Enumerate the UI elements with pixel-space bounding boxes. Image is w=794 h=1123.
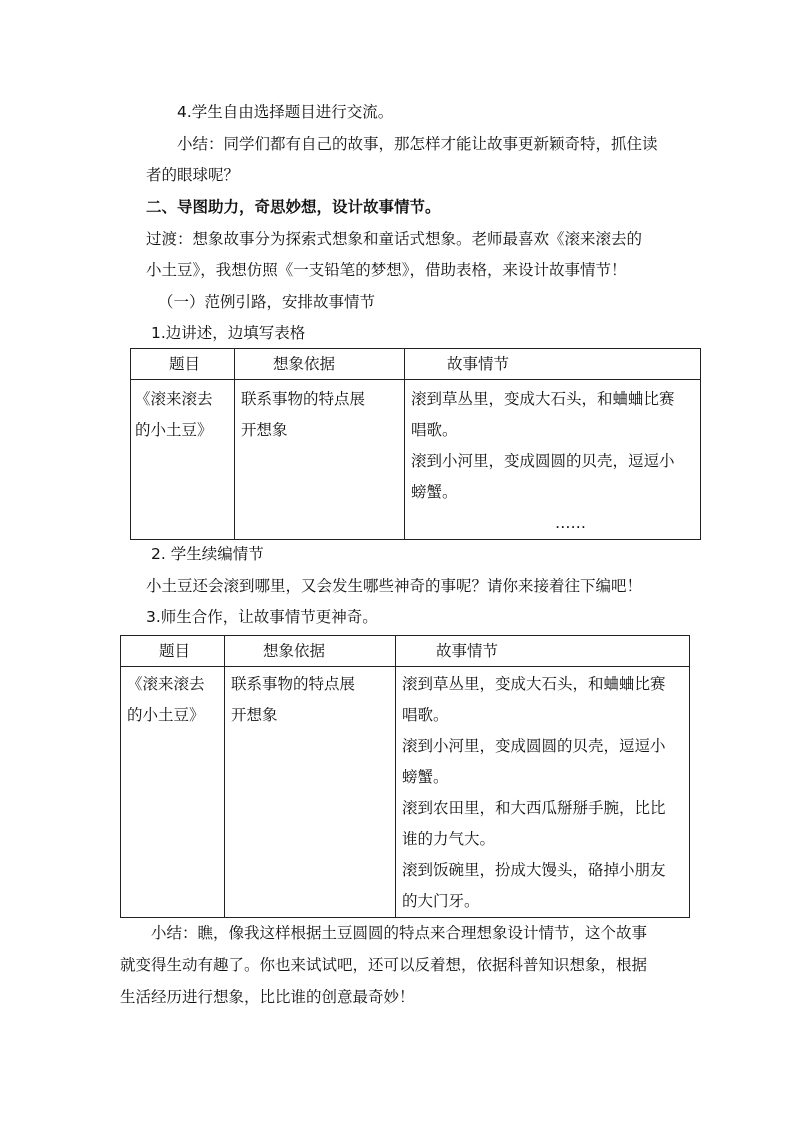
header-plot: 故事情节 <box>396 636 690 667</box>
plot-line: 滚到草丛里，变成大石头，和蛐蛐比赛 <box>411 390 675 408</box>
plot-line: 滚到饭碗里，扮成大馒头，硌掉小朋友 <box>402 861 666 879</box>
transition-paragraph-line-2: 小土豆》，我想仿照《一支铅笔的梦想》，借助表格，来设计故事情节！ <box>146 261 627 279</box>
table-row <box>131 380 701 540</box>
transition-paragraph-line-1: 过渡：想象故事分为探索式想象和童话式想象。老师最喜欢《滚来滚去的 <box>146 230 643 248</box>
summary-paragraph-line-1: 小结：同学们都有自己的故事，那怎样才能让故事更新颖奇特，抓住读 <box>177 135 658 153</box>
story-table-2 <box>120 635 690 918</box>
plot-line: 螃蟹。 <box>402 768 449 786</box>
table-row <box>121 667 690 918</box>
step-3-label: 3.师生合作，让故事情节更神奇。 <box>146 608 378 626</box>
title-line-1: 《滚来滚去 <box>127 675 205 693</box>
cell-plot <box>405 380 701 540</box>
cell-basis <box>235 380 405 540</box>
header-title: 题目 <box>131 349 235 380</box>
cell-title <box>121 667 225 918</box>
ellipsis: …… <box>555 514 586 532</box>
header-title: 题目 <box>121 636 225 667</box>
final-summary-line-2: 就变得生动有趣了。你也来试试吧，还可以反着想，依据科普知识想象，根据 <box>120 956 648 974</box>
plot-line: 唱歌。 <box>402 706 449 724</box>
plot-line: 滚到小河里，变成圆圆的贝壳，逗逗小 <box>411 452 675 470</box>
step-2-label: 2. 学生续编情节 <box>151 545 264 563</box>
plot-line: 的大门牙。 <box>402 892 480 910</box>
table-header-row <box>131 349 701 380</box>
cell-title <box>131 380 235 540</box>
plot-line: 谁的力气大。 <box>402 830 496 848</box>
final-summary-line-3: 生活经历进行想象，比比谁的创意最奇妙！ <box>120 988 415 1006</box>
final-summary-line-1: 小结：瞧，像我这样根据土豆圆圆的特点来合理想象设计情节，这个故事 <box>151 924 648 942</box>
cell-basis <box>225 667 396 918</box>
plot-line: 唱歌。 <box>411 421 458 439</box>
header-basis: 想象依据 <box>225 636 396 667</box>
title-line-2: 的小土豆》 <box>127 706 205 724</box>
table-header-row <box>121 636 690 667</box>
plot-line: 螃蟹。 <box>411 483 458 501</box>
basis-line-1: 联系事物的特点展 <box>231 675 356 693</box>
cell-plot <box>396 667 690 918</box>
title-line-1: 《滚来滚去 <box>135 390 213 408</box>
basis-line-2: 开想象 <box>231 706 278 724</box>
story-table-1 <box>130 348 701 540</box>
plot-line: 滚到草丛里，变成大石头，和蛐蛐比赛 <box>402 675 666 693</box>
summary-paragraph-line-2: 者的眼球呢？ <box>146 166 240 184</box>
plot-line: 滚到小河里，变成圆圆的贝壳，逗逗小 <box>402 737 666 755</box>
title-line-2: 的小土豆》 <box>135 421 213 439</box>
header-plot: 故事情节 <box>405 349 701 380</box>
section-heading-2: 二、导图助力，奇思妙想，设计故事情节。 <box>146 198 441 216</box>
basis-line-1: 联系事物的特点展 <box>241 390 366 408</box>
plot-line: 滚到农田里，和大西瓜掰掰手腕，比比 <box>402 799 666 817</box>
subsection-heading-1: （一）范例引路，安排故事情节 <box>158 293 376 311</box>
step-1-label: 1.边讲述，边填写表格 <box>151 324 306 342</box>
paragraph-step-4: 4.学生自由选择题目进行交流。 <box>177 103 394 121</box>
basis-line-2: 开想象 <box>241 421 288 439</box>
continue-paragraph: 小土豆还会滚到哪里，又会发生哪些神奇的事呢？请你来接着往下编吧！ <box>146 577 643 595</box>
header-basis: 想象依据 <box>235 349 405 380</box>
